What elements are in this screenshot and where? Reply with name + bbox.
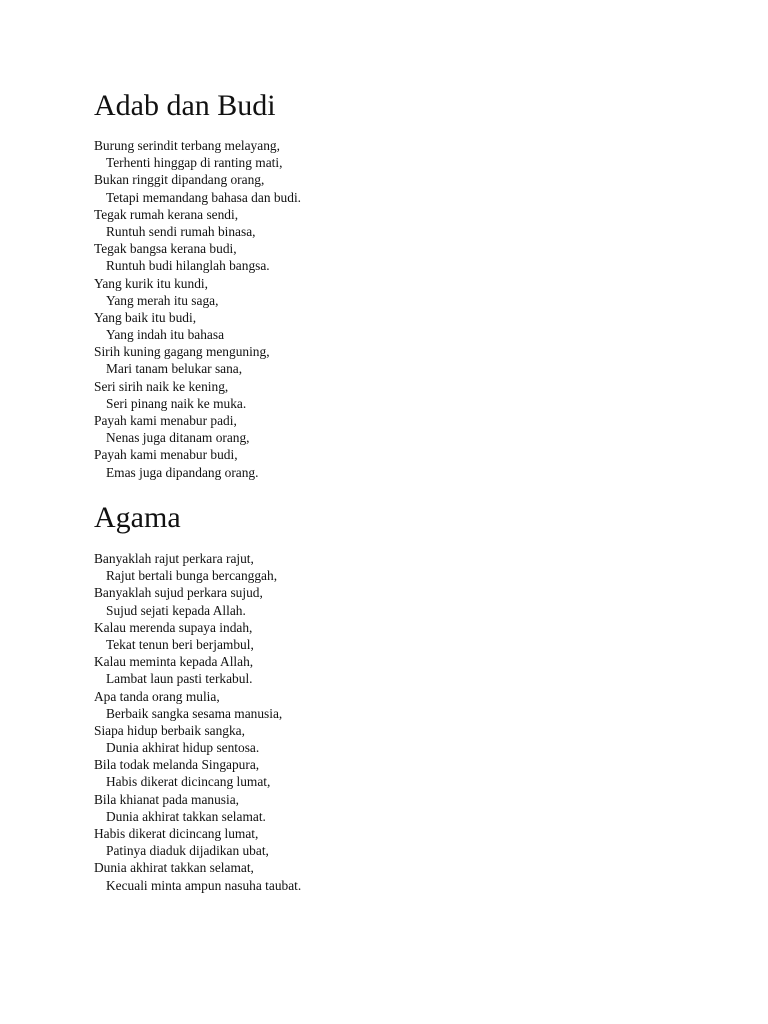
poem-line: Tegak rumah kerana sendi, <box>94 206 239 222</box>
poem-line: Nenas juga ditanam orang, <box>106 430 250 446</box>
poem-line: Emas juga dipandang orang. <box>106 464 259 480</box>
poem-line: Dunia akhirat takkan selamat, <box>94 860 254 876</box>
poem-line: Tekat tenun beri berjambul, <box>106 636 254 652</box>
poem-line: Sujud sejati kepada Allah. <box>106 602 246 618</box>
poem-line: Habis dikerat dicincang lumat, <box>106 774 271 790</box>
poem-line: Kalau meminta kepada Allah, <box>94 654 254 670</box>
poem-line: Seri sirih naik ke kening, <box>94 378 229 394</box>
poem-line: Banyaklah sujud perkara sujud, <box>94 585 263 601</box>
poem-line: Patinya diaduk dijadikan ubat, <box>106 843 269 859</box>
poem-line: Tetapi memandang bahasa dan budi. <box>106 189 302 205</box>
poem-line: Yang indah itu bahasa <box>106 327 225 343</box>
poem-line: Banyaklah rajut perkara rajut, <box>94 551 254 566</box>
poem-line: Siapa hidup berbaik sangka, <box>94 722 245 738</box>
section-title-adab-dan-budi: Adab dan Budi <box>94 89 276 122</box>
poem-line: Dunia akhirat takkan selamat. <box>106 808 266 824</box>
poem-line: Yang merah itu saga, <box>106 292 219 308</box>
poem-line: Kalau merenda supaya indah, <box>94 619 253 635</box>
poem-line: Seri pinang naik ke muka. <box>106 395 247 411</box>
poem-line: Kecuali minta ampun nasuha taubat. <box>106 877 302 893</box>
poem-agama <box>94 550 301 894</box>
poem-line: Habis dikerat dicincang lumat, <box>94 826 259 841</box>
poem-line: Tegak bangsa kerana budi, <box>94 241 237 257</box>
poem-line: Apa tanda orang mulia, <box>94 688 220 704</box>
poem-line: Dunia akhirat hidup sentosa. <box>106 740 260 756</box>
poem-line: Rajut bertali bunga bercanggah, <box>106 568 278 584</box>
poem-line: Berbaik sangka sesama manusia, <box>106 705 283 721</box>
poem-line: Sirih kuning gagang menguning, <box>94 344 270 360</box>
poem-line: Payah kami menabur budi, <box>94 447 238 463</box>
poem-line: Bukan ringgit dipandang orang, <box>94 172 265 188</box>
poem-line: Bila todak melanda Singapura, <box>94 757 260 773</box>
poem-line: Yang kurik itu kundi, <box>94 275 208 291</box>
poem-adab-dan-budi <box>94 137 301 481</box>
poem-line: Terhenti hinggap di ranting mati, <box>106 155 283 171</box>
poem-line: Bila khianat pada manusia, <box>94 791 240 807</box>
poem-line: Yang baik itu budi, <box>94 309 197 325</box>
poem-line: Runtuh sendi rumah binasa, <box>106 223 256 239</box>
poem-line: Lambat laun pasti terkabul. <box>106 671 253 687</box>
poem-line: Burung serindit terbang melayang, <box>94 138 280 153</box>
section-title-agama: Agama <box>94 501 181 534</box>
poem-line: Payah kami menabur padi, <box>94 413 237 428</box>
poem-line: Runtuh budi hilanglah bangsa. <box>106 258 270 274</box>
poem-line: Mari tanam belukar sana, <box>106 361 243 377</box>
